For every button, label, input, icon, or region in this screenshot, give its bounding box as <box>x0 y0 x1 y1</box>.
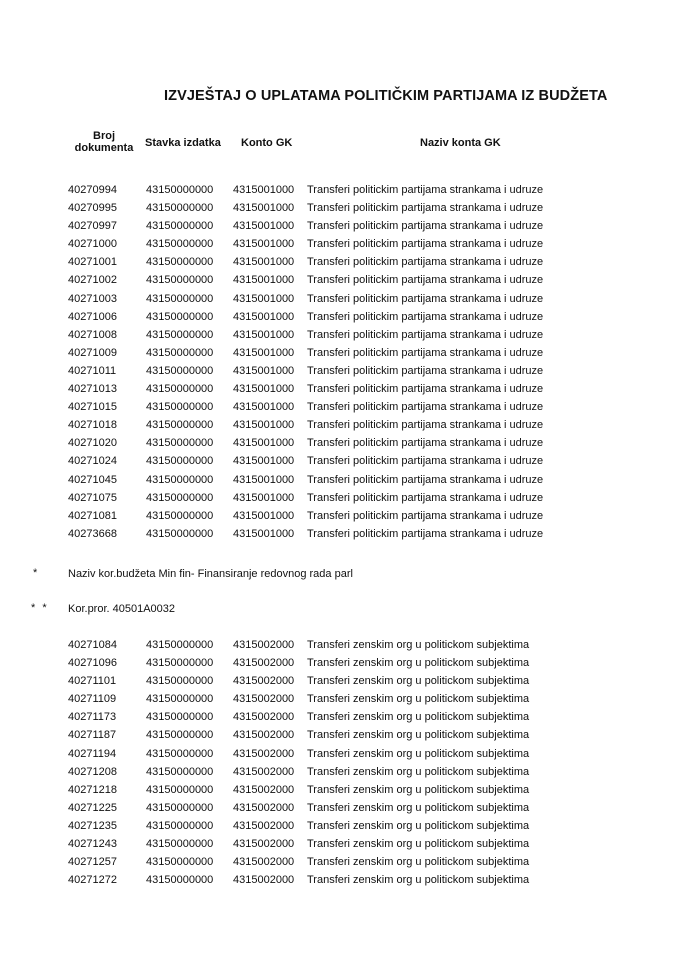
cell-broj-dokumenta: 40271218 <box>68 783 117 796</box>
cell-stavka-izdatka: 43150000000 <box>146 801 214 814</box>
cell-broj-dokumenta: 40271009 <box>68 346 117 359</box>
cell-konto-gk: 4315001000 <box>233 383 295 396</box>
table-row <box>0 708 679 726</box>
cell-konto-gk: 4315002000 <box>233 639 295 651</box>
cell-konto-gk: 4315001000 <box>233 238 295 251</box>
cell-stavka-izdatka: 43150000000 <box>146 509 214 522</box>
cell-konto-gk: 4315001000 <box>233 346 295 359</box>
cell-naziv-konta-gk: Transferi politickim partijama strankama i udruze <box>307 509 544 522</box>
cell-konto-gk: 4315002000 <box>233 801 295 814</box>
table-row <box>0 416 679 434</box>
cell-naziv-konta-gk: Transferi zenskim org u politickom subjektima <box>307 747 530 760</box>
cell-stavka-izdatka: 43150000000 <box>146 455 214 468</box>
cell-naziv-konta-gk: Transferi zenskim org u politickom subjektima <box>307 657 530 670</box>
cell-naziv-konta-gk: Transferi zenskim org u politickom subjektima <box>307 765 530 778</box>
cell-konto-gk: 4315002000 <box>233 693 295 706</box>
table-row <box>0 452 679 470</box>
cell-stavka-izdatka: 43150000000 <box>146 419 214 432</box>
cell-broj-dokumenta: 40271257 <box>68 856 117 869</box>
cell-stavka-izdatka: 43150000000 <box>146 856 214 869</box>
cell-naziv-konta-gk: Transferi politickim partijama strankama i udruze <box>307 419 544 432</box>
cell-konto-gk: 4315002000 <box>233 711 295 724</box>
cell-stavka-izdatka: 43150000000 <box>146 364 214 377</box>
cell-broj-dokumenta: 40271187 <box>68 729 117 742</box>
cell-konto-gk: 4315002000 <box>233 783 295 796</box>
table-row <box>0 781 679 799</box>
cell-broj-dokumenta: 40271013 <box>68 383 117 396</box>
cell-naziv-konta-gk: Transferi politickim partijama strankama i udruze <box>307 328 544 341</box>
cell-naziv-konta-gk: Transferi politickim partijama strankama i udruze <box>307 527 544 540</box>
cell-broj-dokumenta: 40271101 <box>68 675 117 688</box>
cell-konto-gk: 4315001000 <box>233 509 295 522</box>
cell-stavka-izdatka: 43150000000 <box>146 220 214 233</box>
table-row <box>0 271 679 289</box>
cell-broj-dokumenta: 40270995 <box>68 202 117 215</box>
cell-broj-dokumenta: 40271024 <box>68 455 117 468</box>
cell-broj-dokumenta: 40271002 <box>68 274 117 287</box>
cell-broj-dokumenta: 40271008 <box>68 328 117 341</box>
table-row <box>0 253 679 271</box>
cell-naziv-konta-gk: Transferi politickim partijama strankama i udruze <box>307 238 544 251</box>
table-row <box>0 525 679 543</box>
cell-stavka-izdatka: 43150000000 <box>146 639 214 651</box>
footnote-program-code: Kor.pror. 40501A0032 <box>68 603 176 615</box>
table-row <box>0 326 679 344</box>
report-title: IZVJEŠTAJ O UPLATAMA POLITIČKIM PARTIJAMA IZ BUDŽETA <box>164 88 608 104</box>
cell-broj-dokumenta: 40271011 <box>68 364 117 377</box>
cell-stavka-izdatka: 43150000000 <box>146 783 214 796</box>
table-row <box>0 763 679 781</box>
cell-stavka-izdatka: 43150000000 <box>146 473 214 486</box>
cell-naziv-konta-gk: Transferi zenskim org u politickom subjektima <box>307 675 530 688</box>
cell-stavka-izdatka: 43150000000 <box>146 657 214 670</box>
cell-konto-gk: 4315002000 <box>233 765 295 778</box>
cell-stavka-izdatka: 43150000000 <box>146 346 214 359</box>
cell-broj-dokumenta: 40271272 <box>68 874 117 887</box>
cell-konto-gk: 4315001000 <box>233 274 295 287</box>
cell-naziv-konta-gk: Transferi politickim partijama strankama i udruze <box>307 202 544 215</box>
cell-konto-gk: 4315001000 <box>233 220 295 233</box>
column-header-broj-line2: dokumenta <box>74 142 134 154</box>
cell-konto-gk: 4315001000 <box>233 328 295 341</box>
cell-stavka-izdatka: 43150000000 <box>146 838 214 851</box>
cell-broj-dokumenta: 40271109 <box>68 693 117 706</box>
cell-broj-dokumenta: 40271045 <box>68 473 117 486</box>
cell-broj-dokumenta: 40271000 <box>68 238 117 251</box>
cell-broj-dokumenta: 40273668 <box>68 527 117 540</box>
cell-naziv-konta-gk: Transferi politickim partijama strankama i udruze <box>307 310 544 323</box>
table-row <box>0 434 679 452</box>
cell-broj-dokumenta: 40271225 <box>68 801 117 814</box>
cell-stavka-izdatka: 43150000000 <box>146 675 214 688</box>
cell-stavka-izdatka: 43150000000 <box>146 292 214 305</box>
cell-naziv-konta-gk: Transferi politickim partijama strankama i udruze <box>307 401 544 414</box>
table-section-b <box>0 636 679 889</box>
cell-konto-gk: 4315002000 <box>233 675 295 688</box>
cell-naziv-konta-gk: Transferi politickim partijama strankama i udruze <box>307 455 544 468</box>
cell-konto-gk: 4315002000 <box>233 819 295 832</box>
cell-stavka-izdatka: 43150000000 <box>146 765 214 778</box>
cell-broj-dokumenta: 40271235 <box>68 819 117 832</box>
table-row <box>0 290 679 308</box>
cell-naziv-konta-gk: Transferi politickim partijama strankama i udruze <box>307 383 544 396</box>
cell-konto-gk: 4315001000 <box>233 473 295 486</box>
table-row <box>0 235 679 253</box>
cell-broj-dokumenta: 40271084 <box>68 639 117 651</box>
cell-naziv-konta-gk: Transferi zenskim org u politickom subjektima <box>307 783 530 796</box>
cell-konto-gk: 4315001000 <box>233 364 295 377</box>
footnote-budget-user: Naziv kor.budžeta Min fin- Finansiranje redovnog rada parl <box>68 568 353 580</box>
cell-stavka-izdatka: 43150000000 <box>146 491 214 504</box>
cell-stavka-izdatka: 43150000000 <box>146 711 214 724</box>
footnote-marker-2: * * <box>31 602 49 614</box>
column-header-stavka-izdatka: Stavka izdatka <box>145 137 221 149</box>
table-row <box>0 853 679 871</box>
cell-konto-gk: 4315002000 <box>233 874 295 887</box>
cell-konto-gk: 4315002000 <box>233 747 295 760</box>
column-header-konto-gk: Konto GK <box>241 137 293 149</box>
cell-broj-dokumenta: 40270997 <box>68 220 117 233</box>
cell-broj-dokumenta: 40271003 <box>68 292 117 305</box>
cell-stavka-izdatka: 43150000000 <box>146 819 214 832</box>
cell-naziv-konta-gk: Transferi politickim partijama strankama i udruze <box>307 491 544 504</box>
cell-broj-dokumenta: 40271018 <box>68 419 117 432</box>
cell-stavka-izdatka: 43150000000 <box>146 256 214 269</box>
cell-broj-dokumenta: 40271243 <box>68 838 117 851</box>
cell-naziv-konta-gk: Transferi zenskim org u politickom subjektima <box>307 801 530 814</box>
table-row <box>0 690 679 708</box>
table-row <box>0 181 679 199</box>
cell-stavka-izdatka: 43150000000 <box>146 747 214 760</box>
table-row <box>0 489 679 507</box>
cell-stavka-izdatka: 43150000000 <box>146 202 214 215</box>
cell-stavka-izdatka: 43150000000 <box>146 238 214 251</box>
table-row <box>0 636 679 654</box>
cell-stavka-izdatka: 43150000000 <box>146 527 214 540</box>
cell-konto-gk: 4315002000 <box>233 657 295 670</box>
cell-stavka-izdatka: 43150000000 <box>146 328 214 341</box>
cell-broj-dokumenta: 40271081 <box>68 509 117 522</box>
table-row <box>0 217 679 235</box>
cell-stavka-izdatka: 43150000000 <box>146 184 214 196</box>
cell-naziv-konta-gk: Transferi politickim partijama strankama i udruze <box>307 364 544 377</box>
cell-naziv-konta-gk: Transferi politickim partijama strankama i udruze <box>307 220 544 233</box>
cell-broj-dokumenta: 40271075 <box>68 491 117 504</box>
cell-naziv-konta-gk: Transferi politickim partijama strankama i udruze <box>307 346 544 359</box>
table-row <box>0 308 679 326</box>
cell-naziv-konta-gk: Transferi politickim partijama strankama i udruze <box>307 256 544 269</box>
table-section-a <box>0 181 679 543</box>
cell-stavka-izdatka: 43150000000 <box>146 383 214 396</box>
table-row <box>0 199 679 217</box>
cell-naziv-konta-gk: Transferi zenskim org u politickom subjektima <box>307 819 530 832</box>
cell-naziv-konta-gk: Transferi zenskim org u politickom subjektima <box>307 711 530 724</box>
cell-naziv-konta-gk: Transferi zenskim org u politickom subjektima <box>307 693 530 706</box>
cell-naziv-konta-gk: Transferi politickim partijama strankama i udruze <box>307 184 544 196</box>
cell-konto-gk: 4315001000 <box>233 184 295 196</box>
table-row <box>0 726 679 744</box>
table-row <box>0 362 679 380</box>
cell-broj-dokumenta: 40270994 <box>68 184 117 196</box>
cell-broj-dokumenta: 40271001 <box>68 256 117 269</box>
cell-broj-dokumenta: 40271015 <box>68 401 117 414</box>
cell-broj-dokumenta: 40271173 <box>68 711 117 724</box>
cell-konto-gk: 4315002000 <box>233 729 295 742</box>
table-row <box>0 835 679 853</box>
cell-broj-dokumenta: 40271096 <box>68 657 117 670</box>
cell-konto-gk: 4315001000 <box>233 401 295 414</box>
table-row <box>0 871 679 889</box>
cell-stavka-izdatka: 43150000000 <box>146 274 214 287</box>
table-row <box>0 471 679 489</box>
table-row <box>0 344 679 362</box>
cell-broj-dokumenta: 40271194 <box>68 747 117 760</box>
cell-konto-gk: 4315001000 <box>233 491 295 504</box>
cell-stavka-izdatka: 43150000000 <box>146 310 214 323</box>
cell-stavka-izdatka: 43150000000 <box>146 693 214 706</box>
cell-naziv-konta-gk: Transferi zenskim org u politickom subjektima <box>307 639 530 651</box>
cell-stavka-izdatka: 43150000000 <box>146 437 214 450</box>
cell-naziv-konta-gk: Transferi politickim partijama strankama i udruze <box>307 292 544 305</box>
cell-konto-gk: 4315001000 <box>233 202 295 215</box>
cell-naziv-konta-gk: Transferi zenskim org u politickom subjektima <box>307 874 530 887</box>
footnote-marker-1: * <box>33 567 38 579</box>
cell-broj-dokumenta: 40271006 <box>68 310 117 323</box>
table-row <box>0 799 679 817</box>
column-header-broj-line1: Broj <box>93 130 115 142</box>
cell-konto-gk: 4315001000 <box>233 310 295 323</box>
table-row <box>0 398 679 416</box>
cell-naziv-konta-gk: Transferi zenskim org u politickom subjektima <box>307 856 530 869</box>
cell-konto-gk: 4315001000 <box>233 292 295 305</box>
cell-broj-dokumenta: 40271020 <box>68 437 117 450</box>
column-header-naziv-konta-gk: Naziv konta GK <box>420 137 501 149</box>
table-row <box>0 654 679 672</box>
cell-konto-gk: 4315001000 <box>233 455 295 468</box>
cell-konto-gk: 4315001000 <box>233 527 295 540</box>
cell-konto-gk: 4315001000 <box>233 419 295 432</box>
table-row <box>0 817 679 835</box>
cell-naziv-konta-gk: Transferi politickim partijama strankama i udruze <box>307 473 544 486</box>
cell-naziv-konta-gk: Transferi politickim partijama strankama i udruze <box>307 437 544 450</box>
table-row <box>0 380 679 398</box>
cell-konto-gk: 4315002000 <box>233 856 295 869</box>
table-row <box>0 672 679 690</box>
table-row <box>0 507 679 525</box>
column-header-broj-dokumenta <box>70 130 138 154</box>
table-row <box>0 745 679 763</box>
cell-konto-gk: 4315002000 <box>233 838 295 851</box>
cell-broj-dokumenta: 40271208 <box>68 765 117 778</box>
cell-naziv-konta-gk: Transferi zenskim org u politickom subjektima <box>307 729 530 742</box>
cell-naziv-konta-gk: Transferi politickim partijama strankama i udruze <box>307 274 544 287</box>
cell-stavka-izdatka: 43150000000 <box>146 729 214 742</box>
cell-stavka-izdatka: 43150000000 <box>146 401 214 414</box>
cell-stavka-izdatka: 43150000000 <box>146 874 214 887</box>
cell-konto-gk: 4315001000 <box>233 256 295 269</box>
cell-konto-gk: 4315001000 <box>233 437 295 450</box>
cell-naziv-konta-gk: Transferi zenskim org u politickom subjektima <box>307 838 530 851</box>
